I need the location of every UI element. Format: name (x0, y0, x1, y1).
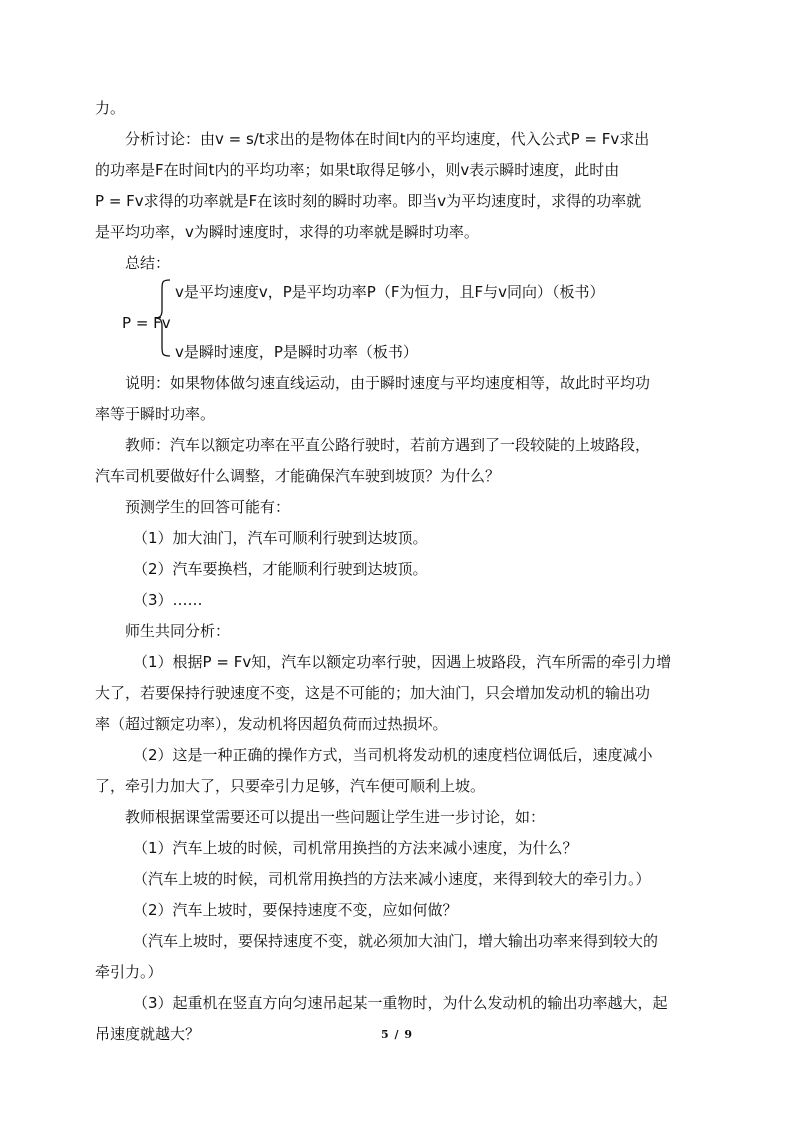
summary-heading: 总结： (125, 254, 171, 272)
text-line: P = Fv求得的功率就是F在该时刻的瞬时功率。即当v为平均速度时，求得的功率就 (95, 192, 642, 210)
text-line: 教师：汽车以额定功率在平直公路行驶时，若前方遇到了一段较陡的上坡路段， (125, 436, 651, 454)
text-line: 师生共同分析： (125, 622, 231, 640)
text-line: 预测学生的回答可能有： (125, 498, 291, 516)
text-line: 汽车司机要做好什么调整，才能确保汽车驶到坡顶？为什么？ (95, 467, 501, 485)
text-line: 吊速度就越大？ (95, 1025, 201, 1043)
list-item: （2）汽车上坡时，要保持速度不变，应如何做？ (133, 901, 458, 919)
list-item: （3）…… (133, 591, 203, 609)
list-item: （1）汽车上坡的时候，司机常用换挡的方法来减小速度，为什么？ (133, 839, 578, 857)
text-line: 分析讨论：由v = s/t求出的是物体在时间t内的平均速度，代入公式P = Fv求出 (125, 130, 650, 148)
text-line: 了，牵引力加大了，只要牵引力足够，汽车便可顺利上坡。 (95, 777, 486, 795)
text-line: 力。 (95, 99, 126, 117)
list-item: （1）加大油门，汽车可顺利行驶到达坡顶。 (133, 529, 428, 547)
text-line: 率（超过额定功率），发动机将因超负荷而过热损坏。 (95, 715, 448, 733)
list-item: （2）汽车要换档，才能顺利行驶到达坡顶。 (133, 560, 428, 578)
formula-p-equals-fv: P = Fv (122, 314, 171, 332)
summary-average-line: v是平均速度v，P是平均功率P（F为恒力，且F与v同向）（板书） (175, 283, 605, 301)
text-line: 率等于瞬时功率。 (95, 405, 216, 423)
text-line: 牵引力。） (95, 963, 163, 981)
text-line: 是平均功率，v为瞬时速度时，求得的功率就是瞬时功率。 (95, 223, 479, 241)
answer-line: （汽车上坡的时候，司机常用换挡的方法来减小速度，来得到较大的牵引力。） (133, 870, 651, 888)
left-brace-icon (152, 276, 174, 360)
text-line: 教师根据课堂需要还可以提出一些问题让学生进一步讨论，如： (125, 808, 546, 826)
answer-line: （汽车上坡时，要保持速度不变，就必须加大油门，增大输出功率来得到较大的 (133, 932, 659, 950)
text-line: 大了，若要保持行驶速度不变，这是不可能的；加大油门，只会增加发动机的输出功 (95, 684, 651, 702)
list-item: （3）起重机在竖直方向匀速吊起某一重物时，为什么发动机的输出功率越大，起 (133, 994, 668, 1012)
text-line: 的功率是F在时间t内的平均功率；如果t取得足够小，则v表示瞬时速度，此时由 (95, 161, 620, 179)
summary-instantaneous-line: v是瞬时速度，P是瞬时功率（板书） (175, 343, 418, 361)
list-item: （1）根据P = Fv知，汽车以额定功率行驶，因遇上坡路段，汽车所需的牵引力增 (133, 653, 672, 671)
text-line: 说明：如果物体做匀速直线运动，由于瞬时速度与平均速度相等，故此时平均功 (125, 374, 651, 392)
list-item: （2）这是一种正确的操作方式，当司机将发动机的速度档位调低后，速度减小 (133, 746, 653, 764)
page-number: 5 / 9 (381, 1028, 413, 1041)
